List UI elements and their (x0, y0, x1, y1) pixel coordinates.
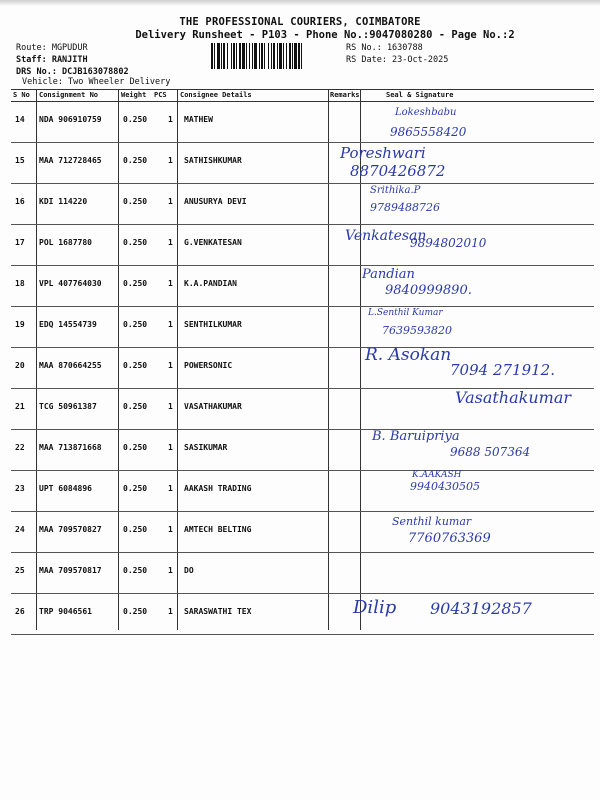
row-sno: 22 (15, 443, 25, 452)
row-pcs: 1 (168, 566, 173, 575)
row-consignment: MAA 713871668 (39, 443, 102, 452)
col-seal-signature: Seal & Signature (386, 91, 454, 99)
signature-name: Srithika.P (370, 185, 421, 196)
row-consignment: VPL 407764030 (39, 279, 102, 288)
row-pcs: 1 (168, 115, 173, 124)
row-consignee: DO (184, 566, 194, 575)
row-consignee: SARASWATHI TEX (184, 607, 252, 616)
row-sno: 25 (15, 566, 25, 575)
barcode-bar (223, 43, 225, 69)
barcode-bar (221, 43, 222, 69)
barcode-bar (259, 43, 260, 69)
barcode-bar (217, 43, 220, 69)
col-sno: S No (13, 91, 30, 99)
table-row (11, 347, 594, 389)
row-sno: 23 (15, 484, 25, 493)
barcode-bar (252, 43, 253, 69)
row-pcs: 1 (168, 402, 173, 411)
signature-phone: 7094 271912. (450, 361, 555, 379)
signature-name: Venkatesan (345, 228, 427, 244)
row-consignee: VASATHAKUMAR (184, 402, 242, 411)
signature-phone: 9043192857 (430, 599, 532, 618)
row-consignee: ANUSURYA DEVI (184, 197, 247, 206)
table-row (11, 265, 594, 307)
rs-date: RS Date: 23-Oct-2025 (346, 55, 449, 65)
barcode-bar (231, 43, 232, 69)
row-pcs: 1 (168, 279, 173, 288)
row-weight: 0.250 (123, 402, 148, 411)
row-sno: 20 (15, 361, 25, 370)
row-pcs: 1 (168, 156, 173, 165)
col-weight: Weight (121, 91, 147, 99)
barcode-bar (279, 43, 282, 69)
scan-edge (0, 0, 600, 6)
row-pcs: 1 (168, 525, 173, 534)
row-consignment: TCG 50961387 (39, 402, 97, 411)
barcode-bar (294, 43, 297, 69)
signature-name: L.Senthil Kumar (368, 308, 443, 318)
row-weight: 0.250 (123, 279, 148, 288)
row-sno: 16 (15, 197, 25, 206)
row-pcs: 1 (168, 361, 173, 370)
row-consignee: MATHEW (184, 115, 213, 124)
row-consignee: G.VENKATESAN (184, 238, 242, 247)
barcode-bar (277, 43, 278, 69)
col-consignee: Consignee Details (180, 91, 252, 99)
row-consignment: MAA 870664255 (39, 361, 102, 370)
signature-phone: 9789488726 (370, 201, 440, 214)
row-sno: 15 (15, 156, 25, 165)
signature-name: R. Asokan (365, 345, 452, 365)
table-row (11, 388, 594, 430)
row-sno: 24 (15, 525, 25, 534)
row-consignment: MAA 712728465 (39, 156, 102, 165)
row-pcs: 1 (168, 443, 173, 452)
signature-phone: 8870426872 (350, 162, 446, 180)
row-consignment: KDI 114220 (39, 197, 88, 206)
barcode-bar (236, 43, 237, 69)
signature-phone: 9840999890. (385, 283, 472, 298)
row-consignee: SASIKUMAR (184, 443, 228, 452)
row-consignment: NDA 906910759 (39, 115, 102, 124)
barcode-bar (289, 43, 291, 69)
barcode-bar (264, 43, 265, 69)
col-consignment: Consignment No (39, 91, 99, 99)
row-weight: 0.250 (123, 361, 148, 370)
table-row (11, 511, 594, 553)
row-weight: 0.250 (123, 566, 148, 575)
row-consignee: POWERSONIC (184, 361, 233, 370)
row-sno: 26 (15, 607, 25, 616)
table-row (11, 470, 594, 512)
barcode-bar (211, 43, 213, 69)
signature-name: K.AAKASH (412, 470, 462, 480)
table-row (11, 183, 594, 225)
table-row (11, 593, 594, 635)
barcode-bar (261, 43, 263, 69)
barcode-bar (246, 43, 247, 69)
vehicle-label: Vehicle: Two Wheeler Delivery (22, 77, 171, 87)
row-consignee: SATHISHKUMAR (184, 156, 242, 165)
row-weight: 0.250 (123, 484, 148, 493)
signature-phone: 9688 507364 (450, 445, 531, 459)
signature-phone: 7639593820 (382, 324, 452, 337)
table-row (11, 306, 594, 348)
table-row (11, 429, 594, 471)
row-pcs: 1 (168, 238, 173, 247)
row-weight: 0.250 (123, 607, 148, 616)
table-row (11, 142, 594, 184)
signature-name: Senthil kumar (392, 515, 472, 528)
barcode-bar (301, 43, 302, 69)
barcode-bar (239, 43, 241, 69)
route-label: Route: MGPUDUR (16, 43, 88, 53)
barcode-bar (254, 43, 257, 69)
signature-phone: 7760763369 (408, 531, 491, 546)
row-consignee: SENTHILKUMAR (184, 320, 242, 329)
signature-name: B. Baruipriya (372, 429, 460, 444)
table-row (11, 101, 594, 143)
signature-name: Poreshwari (340, 144, 426, 162)
drs-number: DRS No.: DCJB163078802 (16, 67, 129, 77)
barcode-bar (242, 43, 245, 69)
barcode-bar (273, 43, 275, 69)
row-pcs: 1 (168, 607, 173, 616)
barcode-bar (283, 43, 284, 69)
row-sno: 18 (15, 279, 25, 288)
runsheet-table (11, 89, 594, 630)
table-row (11, 552, 594, 594)
runsheet-title: Delivery Runsheet - P103 - Phone No.:9047080280 - Page No.:2 (135, 29, 515, 41)
row-pcs: 1 (168, 197, 173, 206)
row-sno: 19 (15, 320, 25, 329)
row-consignment: UPT 6084896 (39, 484, 92, 493)
barcode-bar (233, 43, 235, 69)
signature-phone: 9894802010 (410, 236, 487, 250)
barcode-bar (214, 43, 215, 69)
row-sno: 21 (15, 402, 25, 411)
signature-phone: 9865558420 (390, 125, 467, 139)
row-pcs: 1 (168, 320, 173, 329)
signature-name: Pandian (362, 267, 415, 282)
barcode-bar (298, 43, 300, 69)
barcode-bar (227, 43, 228, 69)
row-weight: 0.250 (123, 443, 148, 452)
row-weight: 0.250 (123, 197, 148, 206)
barcode-bar (249, 43, 250, 69)
row-consignment: POL 1687780 (39, 238, 92, 247)
row-consignee: AMTECH BELTING (184, 525, 252, 534)
signature-name: Lokeshbabu (395, 107, 457, 118)
row-weight: 0.250 (123, 156, 148, 165)
company-title: THE PROFESSIONAL COURIERS, COIMBATORE (179, 16, 421, 28)
row-pcs: 1 (168, 484, 173, 493)
staff-label: Staff: RANJITH (16, 55, 88, 65)
barcode-bar (286, 43, 287, 69)
row-consignee: AAKASH TRADING (184, 484, 252, 493)
row-sno: 14 (15, 115, 25, 124)
row-sno: 17 (15, 238, 25, 247)
table-row (11, 224, 594, 266)
rs-number: RS No.: 1630788 (346, 43, 423, 53)
signature-name: Dilip (353, 597, 397, 618)
barcode-bar (271, 43, 272, 69)
row-consignment: TRP 9046561 (39, 607, 92, 616)
barcode-bar (268, 43, 269, 69)
row-consignment: MAA 709570827 (39, 525, 102, 534)
row-consignment: EDQ 14554739 (39, 320, 97, 329)
row-weight: 0.250 (123, 525, 148, 534)
row-consignee: K.A.PANDIAN (184, 279, 237, 288)
row-consignment: MAA 709570817 (39, 566, 102, 575)
barcode-image (211, 43, 339, 69)
row-weight: 0.250 (123, 238, 148, 247)
col-pcs: PCS (154, 91, 167, 99)
barcode-bar (292, 43, 293, 69)
signature-phone: 9940430505 (410, 480, 480, 493)
row-weight: 0.250 (123, 320, 148, 329)
signature-name: Vasathakumar (455, 388, 572, 407)
col-remarks: Remarks (330, 91, 360, 99)
row-weight: 0.250 (123, 115, 148, 124)
